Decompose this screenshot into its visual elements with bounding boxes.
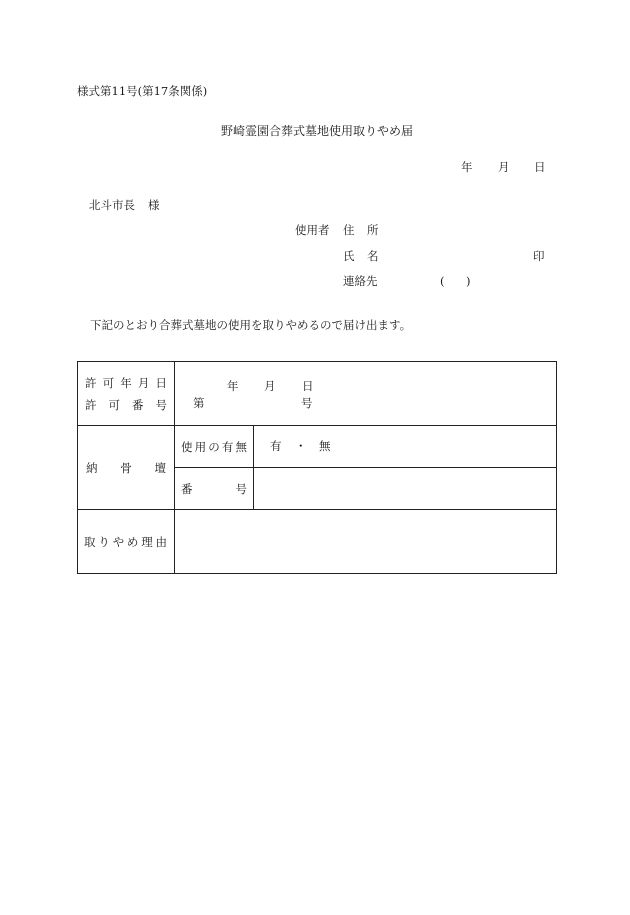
contact-paren-open: ( xyxy=(440,274,445,288)
usage-label: 使 用 の 有 無 xyxy=(181,439,247,454)
withdrawal-form-table xyxy=(77,361,557,574)
date-year-label: 年 xyxy=(461,160,473,174)
ossuary-usage-row xyxy=(78,426,557,468)
usage-label-cell xyxy=(175,426,254,468)
usage-yes-option[interactable]: 有 xyxy=(270,439,282,453)
contact-paren-close: ) xyxy=(466,274,471,288)
usage-no-option[interactable]: 無 xyxy=(319,439,331,453)
statement-text: 下記のとおり合葬式墓地の使用を取りやめるので届け出ます。 xyxy=(90,318,412,332)
ossuary-label: 納 骨 壇 xyxy=(86,460,166,475)
addressee-honorific: 様 xyxy=(148,198,160,212)
permit-number-label: 許 可 番 号 xyxy=(85,397,167,412)
date-month-label: 月 xyxy=(498,160,510,174)
ossuary-label-cell xyxy=(78,426,175,510)
permit-number-prefix: 第 xyxy=(193,396,205,410)
contact-label: 連絡先 xyxy=(343,274,378,288)
name-label-char-1: 氏 xyxy=(343,249,355,263)
seal-label: 印 xyxy=(533,249,545,263)
permit-label-cell xyxy=(78,362,175,426)
permit-day-label: 日 xyxy=(302,379,314,393)
ossuary-number-label-cell xyxy=(175,468,254,510)
reason-value-cell[interactable] xyxy=(175,510,557,574)
reason-label-cell xyxy=(78,510,175,574)
ossuary-number-label: 番 号 xyxy=(181,481,247,496)
permit-date-label: 許 可 年 月 日 xyxy=(85,375,167,390)
address-label-char-2: 所 xyxy=(367,223,379,237)
usage-value-cell[interactable] xyxy=(254,426,557,468)
usage-separator-dot: ・ xyxy=(295,439,307,453)
address-label-char-1: 住 xyxy=(343,223,355,237)
permit-year-label: 年 xyxy=(227,379,239,393)
document-title: 野崎霊園合葬式墓地使用取りやめ届 xyxy=(221,124,414,138)
addressee-name: 北斗市長 xyxy=(89,198,135,212)
name-label-char-2: 名 xyxy=(367,249,379,263)
permit-value-cell[interactable] xyxy=(175,362,557,426)
form-number: 様式第11号(第17条関係) xyxy=(77,84,208,98)
reason-row xyxy=(78,510,557,574)
date-day-label: 日 xyxy=(534,160,546,174)
reason-label: 取 り や め 理 由 xyxy=(84,534,167,549)
ossuary-number-value-cell[interactable] xyxy=(254,468,557,510)
permit-number-suffix: 号 xyxy=(301,396,313,410)
permit-row xyxy=(78,362,557,426)
permit-month-label: 月 xyxy=(264,379,276,393)
applicant-role-label: 使用者 xyxy=(295,223,330,237)
